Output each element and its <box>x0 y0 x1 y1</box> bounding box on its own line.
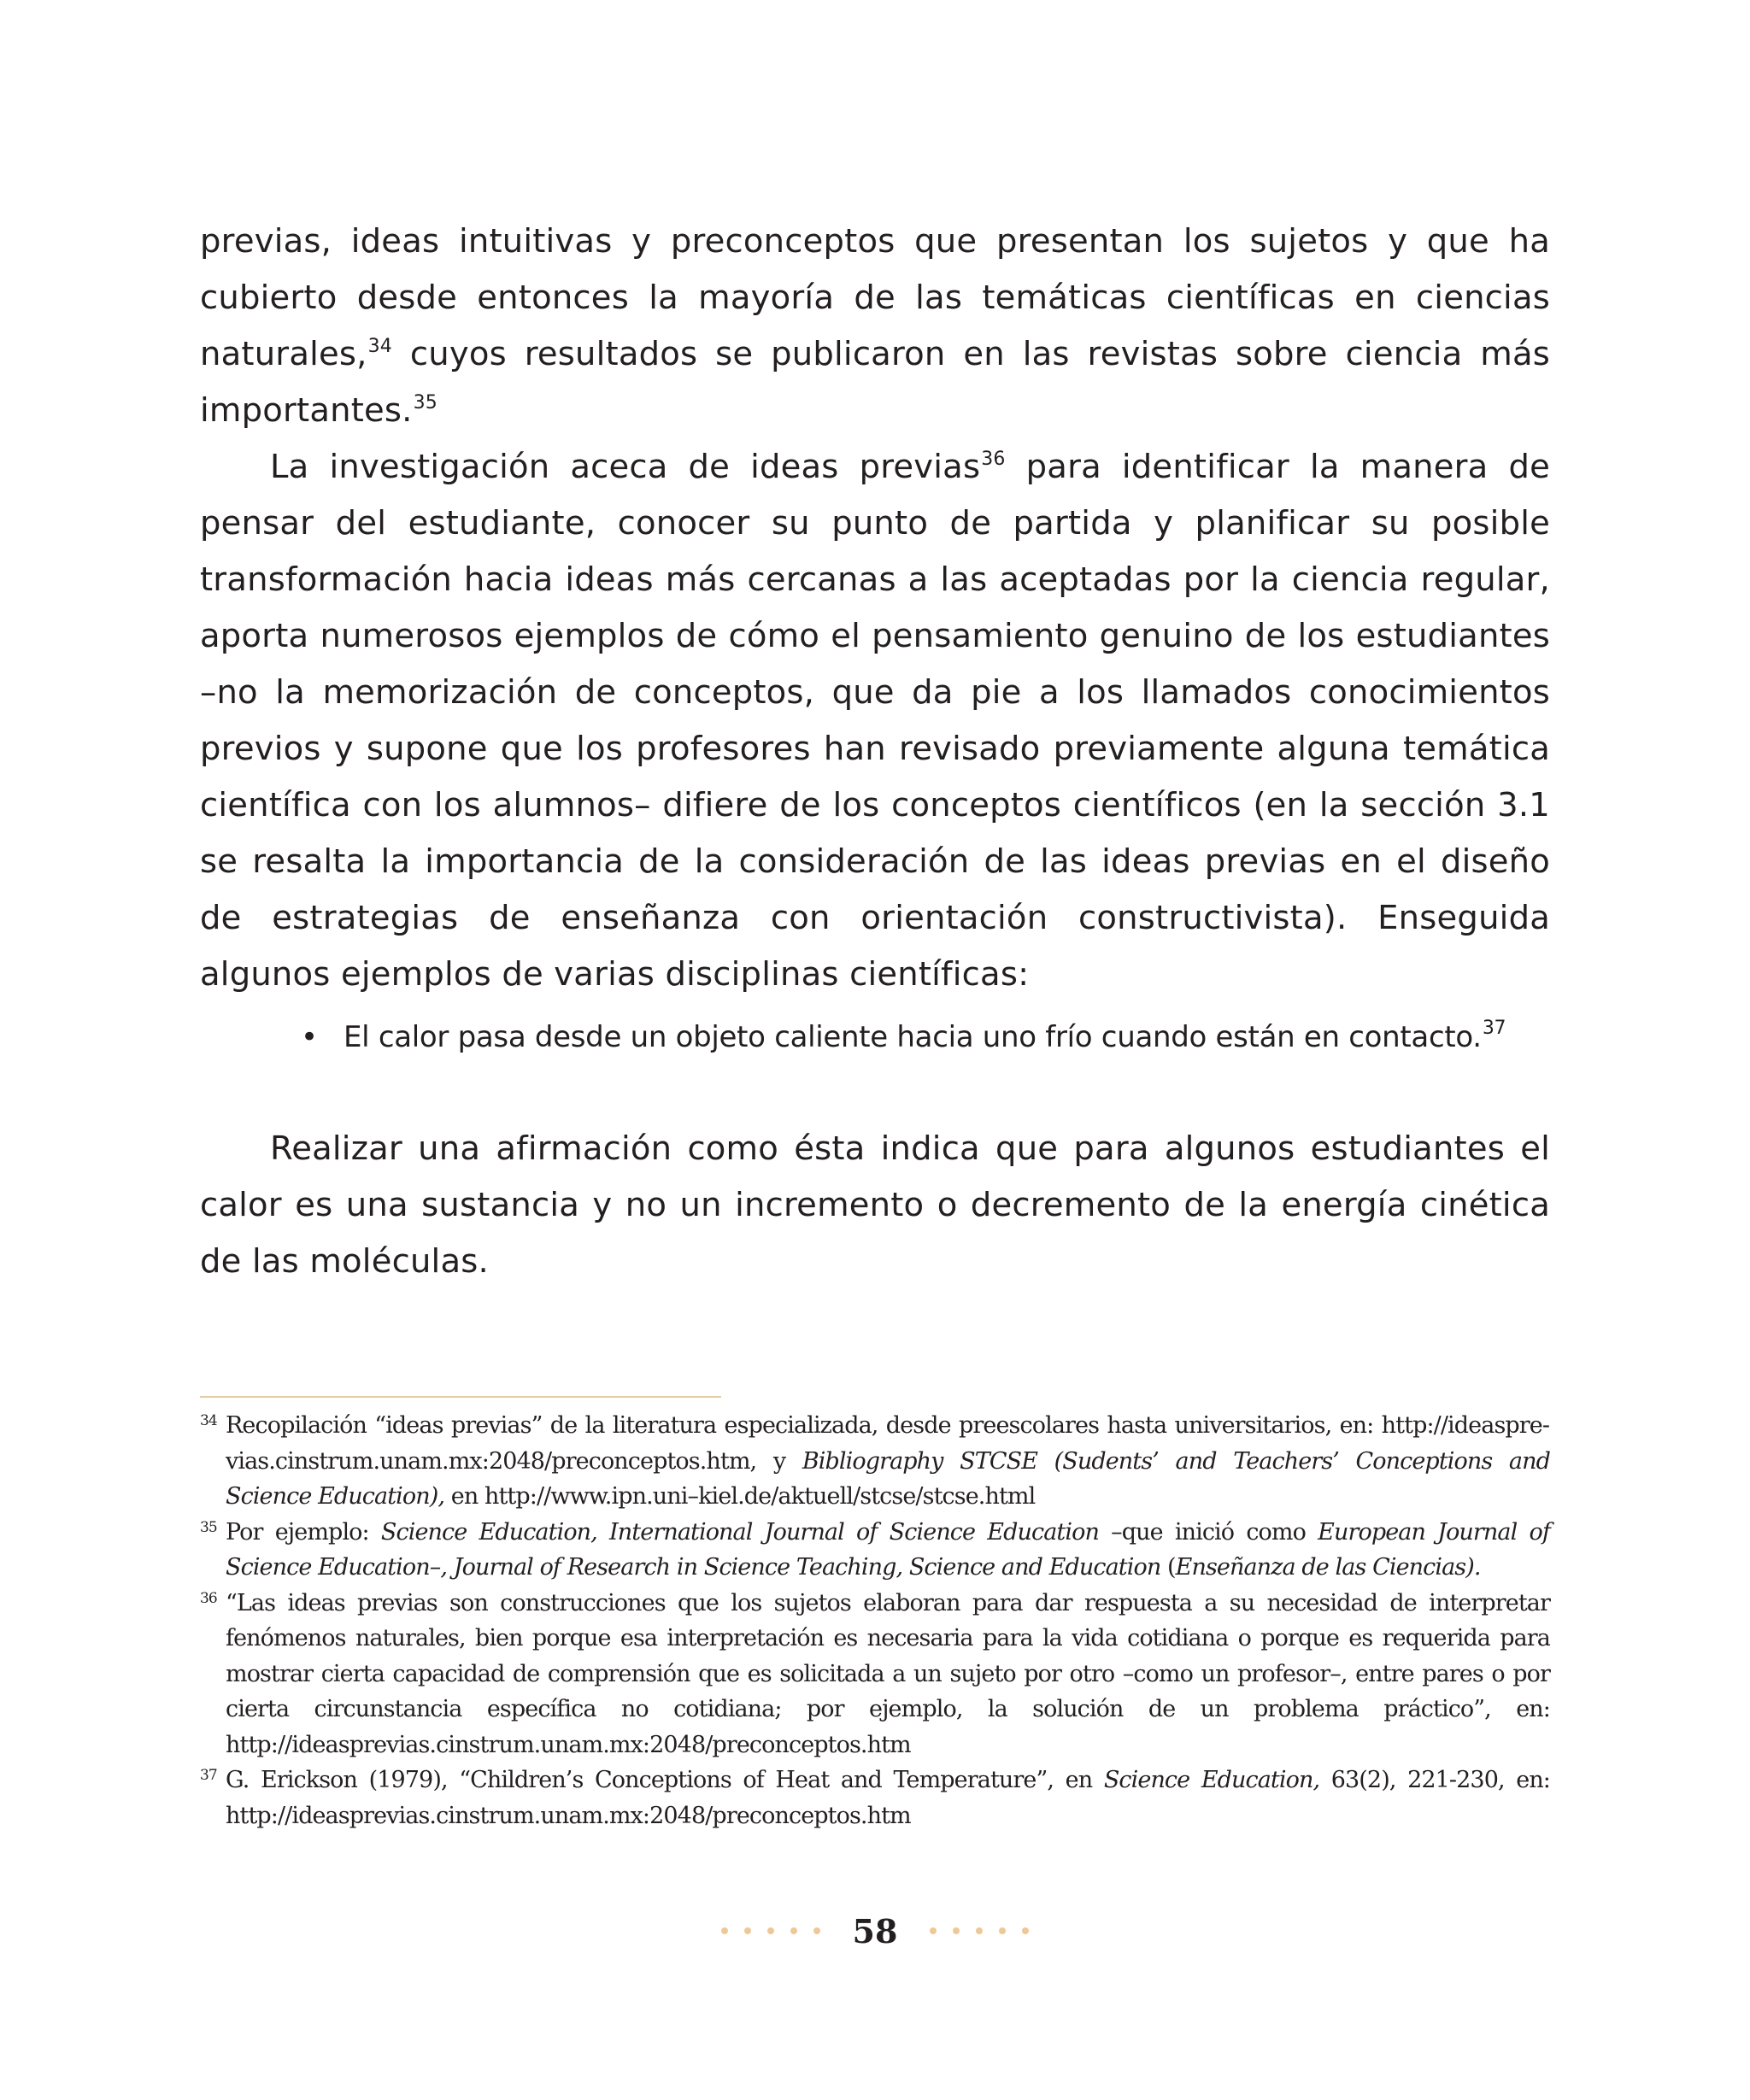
footnote-text: Por ejemplo: <box>226 1518 381 1546</box>
footnote <box>200 1515 1550 1586</box>
footnote-italic: Bibliography STCSE (Sudents’ and Teachers’ Conceptions and Science Education), <box>226 1447 1550 1510</box>
footnote <box>200 1586 1550 1763</box>
footnote-text: Recopilación “ideas previas” de la literatura especializada, desde preescolares hasta universitarios, en: http://ideasprevias.cinstrum.unam.mx:2048/preconceptos.htm, y <box>226 1412 1550 1475</box>
footnote-text: –que inició como <box>1098 1518 1318 1546</box>
body-text-upper <box>200 214 1550 1003</box>
footnote-text: en http://www.ipn.uni–kiel.de/aktuell/stcse/stcse.html <box>444 1483 1036 1510</box>
footnote-ref[interactable]: 36 <box>981 449 1006 470</box>
dot-icon <box>976 1927 983 1934</box>
dot-icon <box>999 1927 1006 1934</box>
footnote <box>200 1763 1550 1833</box>
footnote-number: 36 <box>200 1589 217 1607</box>
dot-icon <box>721 1927 728 1934</box>
footnote-divider <box>200 1396 721 1398</box>
footnote-italic: Science Education, International Journal of Science Education <box>380 1518 1099 1546</box>
footnote-text: G. Erickson (1979), “Children’s Conceptions of Heat and Temperature”, en <box>226 1767 1104 1793</box>
footnote-text: 63(2), 221-230, en: http://ideasprevias.cinstrum.unam.mx:2048/preconceptos.htm <box>226 1767 1551 1829</box>
footnote-italic: European Journal of Science Education–, Journal of Research in Science Teaching, Science and Education <box>226 1518 1550 1581</box>
footnote-ref[interactable]: 34 <box>367 336 392 357</box>
paragraph-text: cuyos resultados se publicaron en las revistas sobre ciencia más importantes. <box>200 335 1550 430</box>
dot-icon <box>930 1927 937 1934</box>
footnote-italic: Enseñanza de las Ciencias). <box>1175 1554 1481 1581</box>
page-footer <box>0 1905 1750 1956</box>
footnote-number: 34 <box>200 1412 217 1429</box>
paragraph-text: La investigación aceca de ideas previas <box>270 448 981 486</box>
bullet-list <box>301 1012 1548 1063</box>
dot-icon <box>790 1927 797 1934</box>
decorative-dots-left <box>721 1927 820 1934</box>
footnote-text: “Las ideas previas son construcciones que los sujetos elaboran para dar respuesta a su necesidad de interpretar fenómenos naturales, bien porque esa interpretación es necesaria para la vida cotidiana o porque es requerida para mostrar cierta capacidad de comprensión que es solicitada a un sujeto por otro –como un profesor–, entre pares o por cierta circunstancia específica no cotidiana; por ejemplo, la solución de un problema práctico”, en: http://ideasprevias.cinstrum.unam.mx:2048/preconceptos.htm <box>226 1589 1550 1758</box>
dot-icon <box>953 1927 960 1934</box>
footnote-italic: Science Education, <box>1103 1767 1320 1793</box>
bullet-icon: • <box>301 1020 318 1054</box>
dot-icon <box>767 1927 774 1934</box>
body-text-lower <box>200 1121 1550 1290</box>
footnote-ref[interactable]: 37 <box>1482 1018 1506 1039</box>
list-item-text: El calor pasa desde un objeto caliente hacia uno frío cuando están en contacto. <box>344 1020 1482 1054</box>
paragraph <box>200 214 1550 439</box>
footnote-text: ( <box>1160 1554 1176 1581</box>
paragraph: Realizar una afirmación como ésta indica que para algunos estudiantes el calor es una sustancia y no un incremento o decremento de la energía cinética de las moléculas. <box>200 1129 1550 1281</box>
paragraph-text: previas, ideas intuitivas y preconceptos que presentan los sujetos y que ha cubierto desde entonces la mayoría de las temáticas científicas en ciencias naturales, <box>200 222 1550 373</box>
footnote <box>200 1408 1550 1515</box>
list-item <box>301 1012 1548 1063</box>
dot-icon <box>744 1927 751 1934</box>
footnotes <box>200 1408 1550 1833</box>
dot-icon <box>813 1927 820 1934</box>
footnote-number: 37 <box>200 1767 217 1784</box>
page-number: 58 <box>852 1911 898 1950</box>
paragraph-text: para identificar la manera de pensar del estudiante, conocer su punto de partida y planificar su posible transformación hacia ideas más cercanas a las aceptadas por la ciencia regular, aporta numerosos ejemplos de cómo el pensamiento genuino de los estudiantes –no la memorización de conceptos, que da pie a los llamados conocimientos previos y supone que los profesores han revisado previamente alguna temática científica con los alumnos– difiere de los conceptos científicos (en la sección 3.1 se resalta la importancia de la consideración de las ideas previas en el diseño de estrategias de enseñanza con orientación constructivista). Enseguida algunos ejemplos de varias disciplinas científicas: <box>200 448 1550 994</box>
decorative-dots-right <box>930 1927 1029 1934</box>
paragraph <box>200 439 1550 1003</box>
footnote-ref[interactable]: 35 <box>413 392 438 414</box>
dot-icon <box>1022 1927 1029 1934</box>
footnote-number: 35 <box>200 1518 217 1536</box>
